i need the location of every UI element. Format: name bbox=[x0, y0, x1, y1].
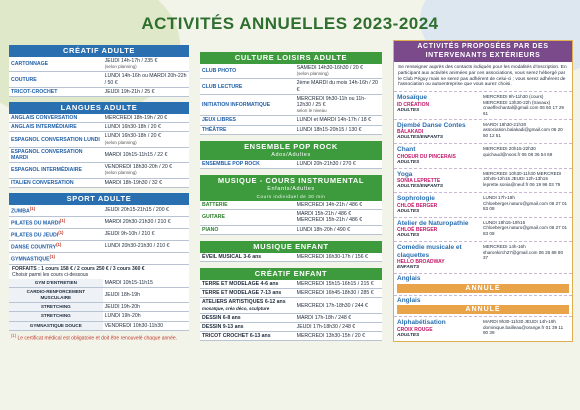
activity-name: JEUX LIBRES bbox=[200, 116, 295, 125]
musique-instrumental-table bbox=[200, 201, 382, 235]
section-sport-adulte bbox=[9, 193, 189, 342]
activity-schedule: LUNDI 16h30-18h / 20 € (selon planning) bbox=[103, 132, 189, 147]
activity-schedule: MARDI 15h-21h / 486 € MERCREDI 15h-21h / 486 € bbox=[295, 210, 382, 225]
activity-presenter: CROIX ROUGE bbox=[397, 326, 433, 333]
gym-course-name: STRETCHING bbox=[9, 312, 103, 321]
activity-title: Anglais bbox=[397, 296, 421, 304]
section-heading: MUSIQUE - COURS INSTRUMENTAL Enfants/Adultes Cours individuel de 30 min bbox=[200, 175, 382, 201]
activity-name: CLUB LECTURE bbox=[200, 79, 295, 94]
activity-contact: MERCREDI 14h-16h sharonkirch27@gmail.com 06 26 88 80 37 bbox=[483, 244, 563, 261]
table-row bbox=[200, 160, 382, 169]
activity-name: COUTURE bbox=[9, 72, 103, 87]
activity-name: TERRE ET MODELAGE 7-13 ans bbox=[200, 289, 295, 298]
activity-contact: MARDI 9h30-11h30 JEUDI 14h-19h dominique.bailleau@orange.fr 01 39 11 90 39 bbox=[483, 319, 564, 336]
page-title: ACTIVITÉS ANNUELLES 2023-2024 bbox=[141, 14, 439, 33]
activity-contact: LUNDI 18h15-19h15 Chloeberger.naturo@gmail.com 06 27 01 83 08 bbox=[483, 219, 568, 236]
activity-audience: ADULTES bbox=[397, 332, 420, 338]
table-row bbox=[200, 323, 382, 332]
activity-presenter: ID CRÉATION bbox=[397, 101, 430, 108]
list-item bbox=[394, 295, 572, 317]
activity-title: Alphabétisation bbox=[397, 319, 446, 327]
activity-schedule: MERCREDI 16h45-18h30 / 285 € bbox=[295, 289, 382, 298]
activity-name: ESPAGNOL CONVERSATION LUNDI bbox=[9, 132, 103, 147]
activity-left bbox=[397, 244, 483, 271]
gym-course-schedule: JEUDI 18h-19h bbox=[103, 287, 189, 302]
medical-footnote: $^{(1)}$ Le certificat médical est obligatoire et doit être renouvelé chaque année. bbox=[11, 332, 178, 342]
section-langues-adulte bbox=[9, 102, 189, 188]
activity-schedule: JEUDI 19h-21h / 25 € bbox=[103, 87, 189, 96]
activity-name: TRICOT CROCHET 6-13 ans bbox=[200, 332, 295, 341]
activity-name: CLUB PHOTO bbox=[200, 64, 295, 79]
activity-contact: MARDI 18h30-21h30 association.balakadi@gmail.com 06 20 50 12 51 bbox=[483, 121, 563, 138]
cancelled-badge: ANNULÉ bbox=[397, 284, 569, 293]
table-row bbox=[200, 79, 382, 94]
table-row bbox=[200, 64, 382, 79]
activity-schedule: MERCREDI 13h30-15h / 20 € bbox=[295, 332, 382, 341]
section-heading: MUSIQUE ENFANT bbox=[200, 241, 382, 253]
gym-course-schedule: LUNDI 19h-20h bbox=[103, 312, 189, 321]
activity-schedule: MARDI 18h-19h30 / 32 € bbox=[103, 178, 189, 187]
exterieurs-intro: Se renseigner auprès des contacts indiqués pour les modalités d'inscription. En participant aux activités animées par ces associations, vous serez hébergé par le Club Péguy mais ne serez pas adhérent de celui-ci ; vous serez adhérent de l'association ou autoentreprise que vous aurez choisi. bbox=[398, 65, 567, 88]
activity-schedule: LUNDI 18h-20h / 490 € bbox=[295, 225, 382, 234]
list-item bbox=[394, 143, 572, 168]
activity-schedule: MERCREDI 14h-21h / 486 € bbox=[295, 201, 382, 210]
table-row bbox=[9, 57, 189, 72]
section-heading: SPORT ADULTE bbox=[9, 193, 189, 205]
activity-presenter: CHLOÉ BERGER bbox=[397, 202, 438, 209]
activity-title: Atelier de Naturopathie bbox=[397, 219, 469, 227]
table-row bbox=[9, 228, 189, 240]
table-row bbox=[9, 240, 189, 252]
activity-audience: ADULTES bbox=[397, 159, 420, 165]
list-item bbox=[394, 91, 572, 118]
table-row bbox=[9, 312, 189, 321]
gym-course-schedule: MARDI 10h15-11h15 bbox=[103, 279, 189, 288]
table-row bbox=[9, 132, 189, 147]
activity-name: CARTONNAGE bbox=[9, 57, 103, 72]
activity-left bbox=[397, 146, 483, 166]
activity-audience: ADULTES/ENFANTS bbox=[397, 135, 444, 141]
column-left bbox=[9, 45, 189, 341]
table-row bbox=[200, 94, 382, 116]
activity-title: Comédie musicale et claquettes bbox=[397, 244, 462, 259]
activity-name: TRICOT-CROCHET bbox=[9, 87, 103, 96]
activity-contact: LUNDI 17h-18h Chloeberger.naturo@gmail.com 06 27 01 83 08 bbox=[483, 195, 568, 212]
table-row bbox=[9, 216, 189, 228]
activity-schedule: SAMEDI 14h30-16h30 / 20 € (selon planning) bbox=[295, 64, 382, 79]
activity-schedule: LUNDI et MARDI 14h-17h / 18 € bbox=[295, 116, 382, 125]
activity-name: ESPAGNOL CONVERSATION MARDI bbox=[9, 147, 103, 162]
activity-name: ITALIEN CONVERSATION bbox=[9, 178, 103, 187]
table-row bbox=[9, 87, 189, 96]
activity-left bbox=[397, 94, 483, 116]
table-row bbox=[9, 303, 189, 312]
section-musique-enfant bbox=[200, 241, 382, 262]
list-item bbox=[394, 316, 572, 341]
forfaits-info: FORFAITS : 1 cours 158 € / 2 cours 250 € / 3 cours 360 € Choisir parmi les cours ci-dessous bbox=[9, 265, 189, 279]
creatif-adulte-table bbox=[9, 57, 189, 97]
activity-left bbox=[397, 195, 483, 215]
activity-schedule: JEUDI 14h-17h / 235 € (selon planning) bbox=[103, 57, 189, 72]
list-item bbox=[394, 192, 572, 217]
activity-schedule: MERCREDI 18h-19h / 20 € bbox=[103, 114, 189, 123]
table-row bbox=[9, 72, 189, 87]
activity-audience: ADULTES bbox=[397, 208, 420, 214]
activity-audience: ADULTES bbox=[397, 107, 420, 113]
activity-schedule: LUNDI 14h-16h ou MARDI 20h-22h / 50 € bbox=[103, 72, 189, 87]
table-row bbox=[200, 116, 382, 125]
table-row bbox=[9, 178, 189, 187]
activity-presenter: SONIA LEPRETTE bbox=[397, 178, 441, 185]
list-item bbox=[394, 241, 572, 273]
activity-presenter: HELLO BROADWAY bbox=[397, 259, 445, 266]
activity-schedule: LUNDI 18h15-20h15 / 130 € bbox=[295, 125, 382, 134]
table-row bbox=[200, 225, 382, 234]
activity-left bbox=[397, 171, 483, 191]
culture-loisirs-table bbox=[200, 64, 382, 135]
column-right-exterieurs bbox=[393, 40, 573, 342]
gym-table bbox=[9, 279, 189, 331]
musique-enfant-table bbox=[200, 253, 382, 262]
section-heading: LANGUES ADULTE bbox=[9, 102, 189, 114]
activity-name: ATELIERS ARTISTIQUES 6-12 ans mosaïque, créa déco, sculpture bbox=[200, 298, 295, 313]
activity-contact: MERCREDI 10h30-11h30 MERCREDI 10h45-12h15 JEUDI 12h-13h15 leprette.sonia@neuf.fr 06 19 96 03 79 bbox=[483, 170, 562, 187]
activity-left bbox=[397, 122, 483, 142]
activity-name: ENSEMBLE POP ROCK bbox=[200, 160, 295, 169]
activity-presenter: BALAKADI bbox=[397, 129, 424, 136]
activity-title: Djembé Danse Contes bbox=[397, 121, 466, 129]
activity-name: ESPAGNOL INTERMÉDIAIRE bbox=[9, 163, 103, 178]
table-row bbox=[200, 313, 382, 322]
list-item bbox=[394, 217, 572, 242]
activity-audience: ADULTES bbox=[397, 233, 420, 239]
table-row bbox=[9, 163, 189, 178]
activity-name: DESSIN 6-8 ans bbox=[200, 313, 295, 322]
list-item bbox=[394, 168, 572, 193]
gym-course-schedule: JEUDI 19h-20h bbox=[103, 303, 189, 312]
activity-name: PIANO bbox=[200, 225, 295, 234]
table-row bbox=[9, 279, 189, 288]
activity-name: ANGLAIS CONVERSATION bbox=[9, 114, 103, 123]
activity-left bbox=[397, 319, 483, 339]
activity-contact: MERCREDI 9h-11h30 (cours) MERCREDI 13h30-22h (travaux) cnaeffechantal@gmail.com 06 60 17 29 61 bbox=[483, 94, 564, 116]
activity-name: GYMNASTIQUE$^{(1)}$ bbox=[9, 252, 189, 264]
gym-course-schedule: VENDREDI 10h30-11h30 bbox=[103, 321, 189, 330]
table-row bbox=[9, 205, 189, 216]
activity-name: ZUMBA$^{(1)}$ bbox=[9, 205, 103, 216]
section-heading: CRÉATIF ENFANT bbox=[200, 268, 382, 280]
activity-name: PILATES DU MARDI$^{(1)}$ bbox=[9, 216, 103, 228]
activity-schedule: MERCREDI 15h15-16h15 / 215 € bbox=[295, 280, 382, 289]
table-row bbox=[9, 287, 189, 302]
gym-course-name: STRETCHING bbox=[9, 303, 103, 312]
activity-title: Chant bbox=[397, 146, 416, 154]
table-row bbox=[9, 114, 189, 123]
creatif-enfant-table bbox=[200, 280, 382, 341]
activity-contact: MERCREDI 20h15-22h30 quichaud@noos.fr 06 08 36 54 69 bbox=[483, 146, 553, 157]
activity-schedule: LUNDI 16h30-18h / 20 € bbox=[103, 123, 189, 132]
activity-name: ANGLAIS INTERMÉDIAIRE bbox=[9, 123, 103, 132]
table-row bbox=[9, 147, 189, 162]
gym-course-name: GYMNASTIQUE DOUCE bbox=[9, 321, 103, 330]
activity-name: TERRE ET MODELAGE 4-6 ans bbox=[200, 280, 295, 289]
section-heading: ENSEMBLE POP ROCK Ados/Adultes bbox=[200, 141, 382, 160]
sport-adulte-table bbox=[9, 205, 189, 265]
list-item bbox=[394, 273, 572, 295]
section-musique-instrumental bbox=[200, 175, 382, 235]
activity-schedule: LUNDI 20h-21h30 / 270 € bbox=[295, 160, 382, 169]
section-heading: CULTURE LOISIRS ADULTE bbox=[200, 52, 382, 64]
activity-name: ÉVEIL MUSICAL 3-6 ans bbox=[200, 253, 295, 262]
langues-adulte-table bbox=[9, 114, 189, 188]
activity-schedule: MARDI 10h15-11h15 / 22 € bbox=[103, 147, 189, 162]
activity-schedule: MARDI 20h30-21h30 / 210 € bbox=[103, 216, 189, 228]
activity-schedule: MERCREDI 16h30-17h / 156 € bbox=[295, 253, 382, 262]
column-middle bbox=[200, 52, 382, 341]
table-row bbox=[9, 123, 189, 132]
table-row bbox=[200, 289, 382, 298]
activity-presenter: CHLOÉ BERGER bbox=[397, 227, 438, 234]
activity-schedule: JEUDI 9h-10h / 210 € bbox=[103, 228, 189, 240]
activity-schedule: MERCREDI 17h-18h30 / 244 € bbox=[295, 298, 382, 313]
activity-name: BATTERIE bbox=[200, 201, 295, 210]
activity-left bbox=[397, 220, 483, 240]
activity-name: GUITARE bbox=[200, 210, 295, 225]
activity-name: DESSIN 9-13 ans bbox=[200, 323, 295, 332]
section-heading: ACTIVITÉS PROPOSÉES PAR DES INTERVENANTS EXTÉRIEURS bbox=[394, 41, 572, 62]
activity-name: DANSE COUNTRY$^{(1)}$ bbox=[9, 240, 103, 252]
gym-course-name: CARDIO-RENFORCEMENT MUSCULAIRE bbox=[9, 287, 103, 302]
section-heading: CRÉATIF ADULTE bbox=[9, 45, 189, 57]
gym-course-name: GYM D'ENTRETIEN bbox=[9, 279, 103, 288]
activity-schedule: 2ème MARDI du mois 14h-16h / 20 € bbox=[295, 79, 382, 94]
activity-schedule: LUNDI 20h30-21h30 / 210 € bbox=[103, 240, 189, 252]
activity-name: THÉÂTRE bbox=[200, 125, 295, 134]
activity-name: PILATES DU JEUDI$^{(1)}$ bbox=[9, 228, 103, 240]
cancelled-badge: ANNULÉ bbox=[397, 305, 569, 314]
section-creatif-enfant bbox=[200, 268, 382, 341]
activity-schedule: JEUDI 20h15-21h15 / 200 € bbox=[103, 205, 189, 216]
activity-schedule: MARDI 17h-18h / 248 € bbox=[295, 313, 382, 322]
activity-title: Yoga bbox=[397, 170, 413, 178]
pop-rock-table bbox=[200, 160, 382, 169]
table-row bbox=[200, 210, 382, 225]
list-item bbox=[394, 119, 572, 144]
activity-name: INITIATION INFORMATIQUE bbox=[200, 94, 295, 116]
activity-presenter: CHOEUR DU PINCERAIS bbox=[397, 153, 456, 160]
section-pop-rock bbox=[200, 141, 382, 169]
table-row bbox=[200, 280, 382, 289]
table-row bbox=[9, 321, 189, 330]
activity-title: Anglais bbox=[397, 275, 421, 283]
activity-schedule: VENDREDI 18h30-20h / 20 € (selon planning) bbox=[103, 163, 189, 178]
activity-audience: ENFANTS bbox=[397, 265, 420, 271]
activity-audience: ADULTES/ENFANTS bbox=[397, 184, 444, 190]
table-row bbox=[200, 332, 382, 341]
exterieurs-list bbox=[394, 91, 572, 340]
activity-schedule: JEUDI 17h-18h30 / 248 € bbox=[295, 323, 382, 332]
section-creatif-adulte bbox=[9, 45, 189, 97]
section-culture-loisirs bbox=[200, 52, 382, 135]
table-row bbox=[200, 201, 382, 210]
activity-title: Sophrologie bbox=[397, 195, 435, 203]
table-row bbox=[200, 253, 382, 262]
activity-schedule: MERCREDI 9h30-11h ou 11h-12h30 / 25 € selon le niveau bbox=[295, 94, 382, 116]
table-row bbox=[9, 252, 189, 264]
activity-title: Mosaïque bbox=[397, 94, 427, 102]
table-row bbox=[200, 298, 382, 313]
table-row bbox=[200, 125, 382, 134]
